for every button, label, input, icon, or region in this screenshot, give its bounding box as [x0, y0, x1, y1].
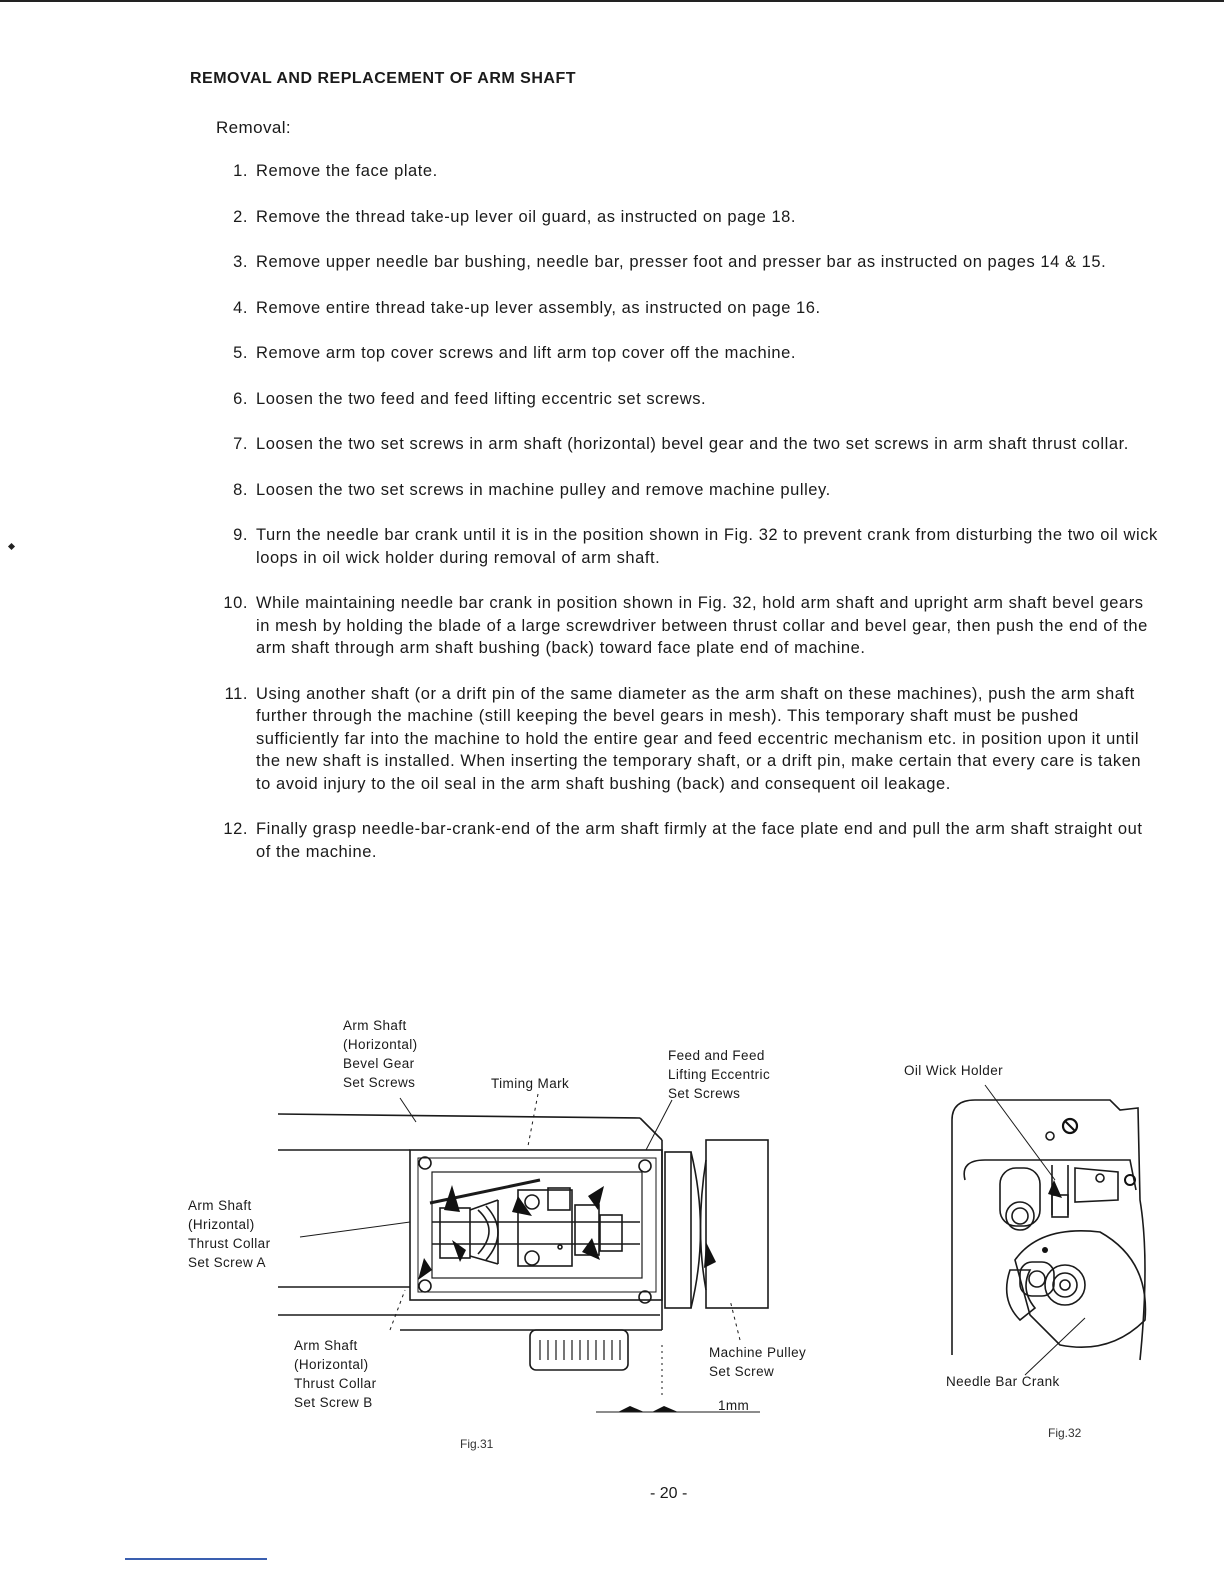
- section-subheading: Removal:: [216, 118, 292, 137]
- list-item: 12. Finally grasp needle-bar-crank-end of the arm shaft firmly at the face plate end and pull the arm shaft straight out of the machine.: [223, 820, 1143, 861]
- list-item: 10. While maintaining needle bar crank in position shown in Fig. 32, hold arm shaft and upright arm shaft bevel gears in mesh by holding the blade of a large screwdriver between thrust collar and bevel gear, then push the end of the arm shaft through arm shaft bushing (back) toward face plate end of machine.: [223, 594, 1148, 657]
- page-number: - 20 -: [650, 1485, 688, 1502]
- list-item: 11. Using another shaft (or a drift pin of the same diameter as the arm shaft on these machines), push the arm shaft further through the machine (still keeping the bevel gears in mesh). This temporary shaft must be pushed sufficiently far into the machine to hold the entire gear and feed eccentric mechanism etc. in position upon it until the new shaft is installed. When inserting the temporary shaft, or a drift pin, make certain that every care is taken to avoid injury to the oil seal in the arm shaft bushing (back) and consequent oil leakage.: [224, 684, 1142, 793]
- label-needle-bar-crank: Needle Bar Crank: [946, 1374, 1060, 1389]
- list-item: 6. Loosen the two feed and feed lifting eccentric set screws.: [233, 389, 707, 408]
- list-item: 7. Loosen the two set screws in arm shaft (horizontal) bevel gear and the two set screws in arm shaft thrust collar.: [233, 435, 1129, 453]
- list-item: 9. Turn the needle bar crank until it is in the position shown in Fig. 32 to prevent crank from disturbing the two oil wick loops in oil wick holder during removal of arm shaft.: [233, 526, 1158, 567]
- label-bevel-gear-set-screws: Arm Shaft (Horizontal) Bevel Gear Set Screws: [343, 1018, 418, 1090]
- list-item: 8. Loosen the two set screws in machine pulley and remove machine pulley.: [233, 480, 831, 499]
- list-item: 1. Remove the face plate.: [233, 162, 438, 180]
- label-thrust-collar-set-screw-a: Arm Shaft (Hrizontal) Thrust Collar Set Screw A: [188, 1198, 271, 1270]
- label-feed-eccentric-set-screws: Feed and Feed Lifting Eccentric Set Screws: [668, 1048, 771, 1101]
- label-1mm: 1mm: [718, 1398, 750, 1413]
- list-item: 4. Remove entire thread take-up lever assembly, as instructed on page 16.: [233, 298, 821, 317]
- fig32-caption: Fig.32: [1048, 1426, 1082, 1440]
- list-item: 2. Remove the thread take-up lever oil guard, as instructed on page 18.: [233, 207, 797, 226]
- label-timing-mark: Timing Mark: [491, 1076, 570, 1091]
- label-machine-pulley-set-screw: Machine Pulley Set Screw: [709, 1345, 807, 1379]
- fig32-leaders: [985, 1085, 1085, 1375]
- fig32-drawing: [952, 1100, 1145, 1360]
- page-title: REMOVAL AND REPLACEMENT OF ARM SHAFT: [190, 70, 576, 87]
- fig31-drawing: [278, 1114, 768, 1370]
- fig31-arrows: [418, 1185, 716, 1412]
- list-item: 3. Remove upper needle bar bushing, needle bar, presser foot and presser bar as instructed on pages 14 & 15.: [233, 253, 1107, 271]
- fig31-caption: Fig.31: [460, 1437, 494, 1451]
- bottom-rule: [125, 1558, 267, 1560]
- label-oil-wick-holder: Oil Wick Holder: [904, 1063, 1004, 1078]
- list-item: 5. Remove arm top cover screws and lift arm top cover off the machine.: [233, 344, 797, 362]
- label-thrust-collar-set-screw-b: Arm Shaft (Horizontal) Thrust Collar Set Screw B: [294, 1338, 377, 1410]
